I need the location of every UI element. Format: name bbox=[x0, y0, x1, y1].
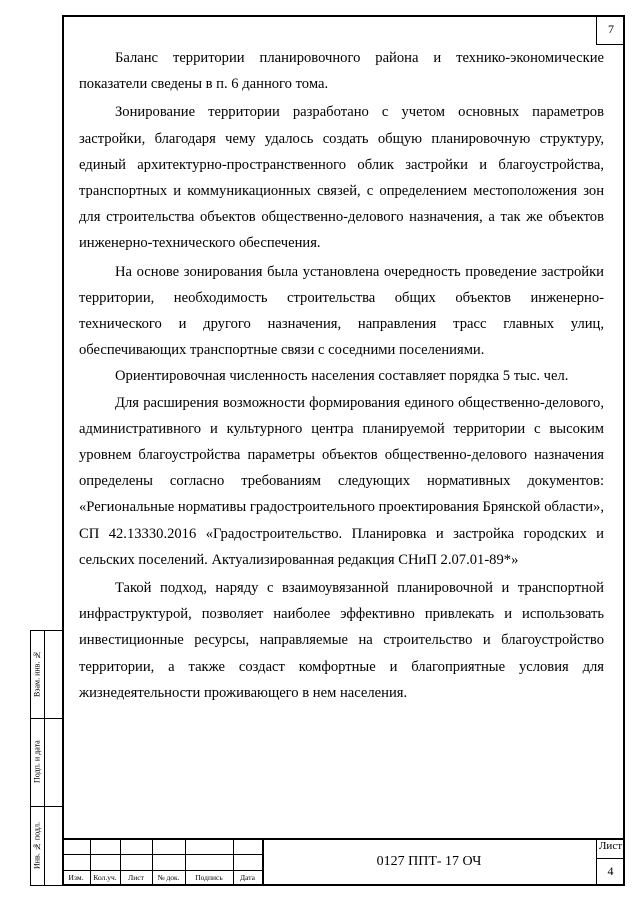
sheet-label: Лист bbox=[598, 840, 623, 852]
stamp-header-doc: № док. bbox=[157, 873, 180, 882]
stamp-row-line-2 bbox=[62, 870, 262, 871]
stamp-row-line-1 bbox=[62, 854, 262, 855]
body-text bbox=[79, 45, 604, 706]
paragraph-2: Зонирование территории разработано с учетом основных параметров застройки, благодаря чему удалось создать общую планировочную структуру, единый архитектурно-пространственного облик застройки и благоустройства, транспортных и коммуникационных связей, с определением местоположения зон для строительства объектов общественно-делового назначения, а так же объектов инженерно-технического обеспечения. bbox=[79, 104, 604, 252]
stamp-header-data: Дата bbox=[240, 873, 255, 882]
paragraph-1: Баланс территории планировочного района и технико-экономические показатели сведены в п. 6 данного тома. bbox=[79, 50, 604, 93]
page-number-top: 7 bbox=[596, 15, 625, 45]
stamp-header-list: Лист bbox=[128, 873, 144, 882]
paragraph-3: На основе зонирования была установлена очередность проведение застройки территории, необходимость строительства общих объектов инженерно-технического и другого назначения, направления трасс главных улиц, обеспечивающих транспортные связи с соседними поселениями. bbox=[79, 263, 604, 359]
side-label-podp: Подп. и дата bbox=[32, 740, 42, 784]
stamp-header-podpis: Подпись bbox=[195, 873, 223, 882]
sheet-number: 4 bbox=[607, 864, 614, 878]
paragraph-6: Такой подход, наряду с взаимоувязанной планировочной и транспортной инфраструктурой, позволяет наиболее эффективно привлекать и использовать инвестиционные ресурсы, направляемые на строительство и благоустройство территории, а также создаст комфортные и благоприятные условия для жизнедеятельности проживающего в нем населения. bbox=[79, 580, 604, 701]
side-label-inv: Инв. № подл. bbox=[32, 822, 42, 870]
document-code: 0127 ППТ- 17 ОЧ bbox=[376, 854, 482, 869]
stamp-header-izm: Изм. bbox=[68, 873, 84, 882]
paragraph-5: Для расширения возможности формирования единого общественно-делового, административного и культурного центра планируемой территории с высоким уровнем благоустройства параметры объектов общественно-делового назначения определены согласно требованиям следующих нормативных документов: «Региональные нормативы градостроительного проектирования Брянской области», СП 42.13330.2016 «Градостроительство. Планировка и застройка городских и сельских поселений. Актуализированная редакция СНиП 2.07.01-89*» bbox=[79, 394, 604, 568]
stamp-sheet-line bbox=[596, 858, 625, 859]
side-label-vzam: Взам. инв. № bbox=[32, 650, 42, 698]
paragraph-4: Ориентировочная численность населения составляет порядка 5 тыс. чел. bbox=[115, 368, 569, 385]
stamp-header-kol: Кол.уч. bbox=[93, 873, 117, 882]
